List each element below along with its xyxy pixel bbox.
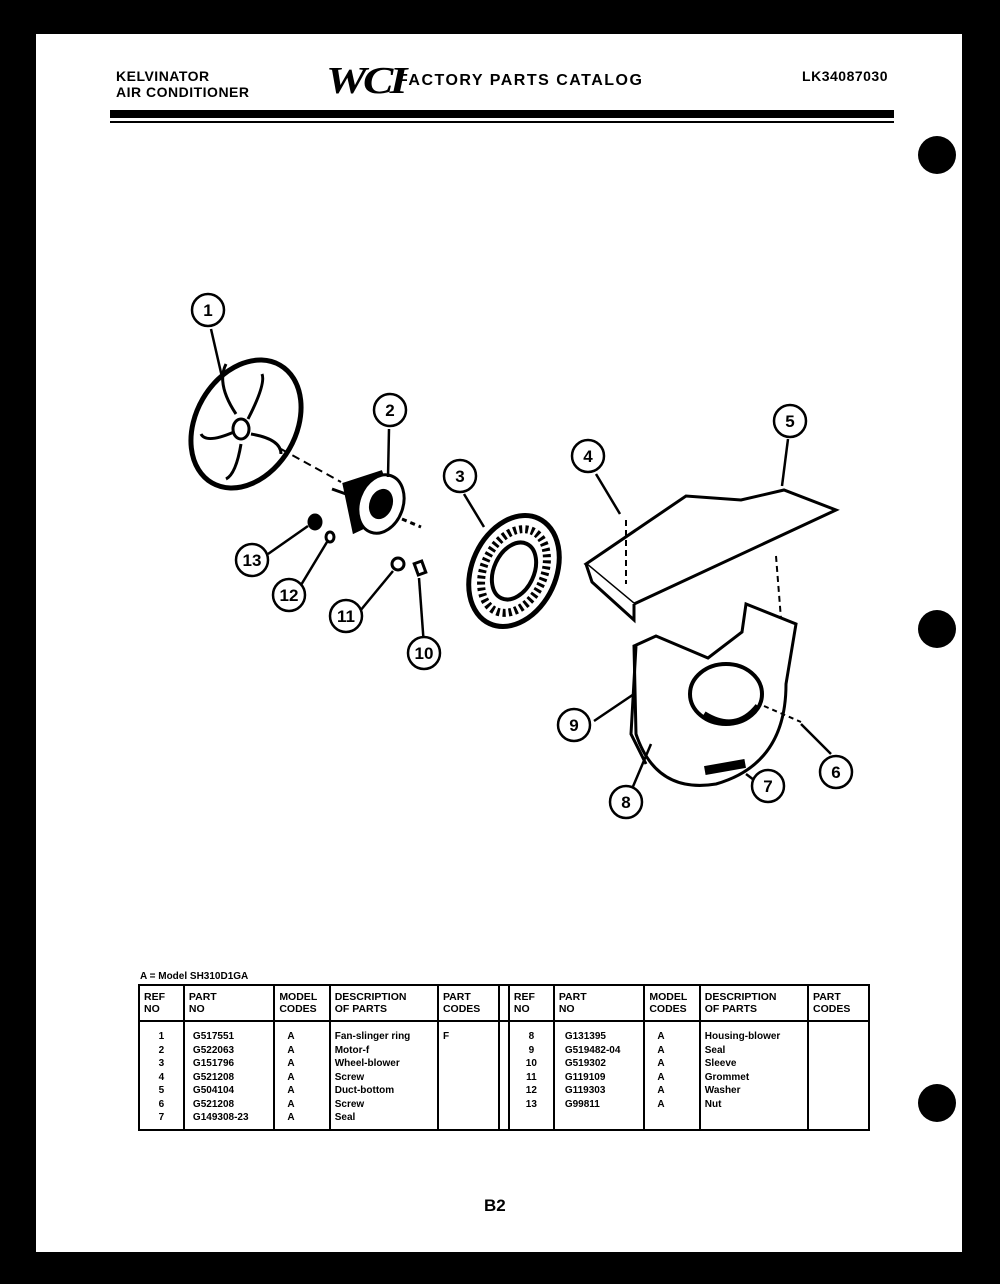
model-code-column: A A A A A A A: [274, 1021, 329, 1130]
callout-12: [273, 579, 305, 611]
callout-5: [774, 405, 806, 437]
table-body-row: [139, 1021, 869, 1130]
col-model-codes: MODEL CODES: [274, 985, 329, 1021]
callout-3: [444, 460, 476, 492]
col-description-2: DESCRIPTION OF PARTS: [700, 985, 808, 1021]
col-ref-no-2: REF NO: [509, 985, 554, 1021]
callout-label: 13: [242, 551, 262, 570]
callout-label: 11: [337, 607, 355, 626]
ref-column: 1 2 3 4 5 6 7: [139, 1021, 184, 1130]
brand-name: KELVINATOR: [116, 68, 210, 84]
callout-label: 10: [414, 644, 434, 663]
binder-hole-top: [918, 136, 956, 174]
callout-8: [610, 786, 642, 818]
callout-label: 12: [279, 586, 299, 605]
callout-11: [330, 600, 362, 632]
motor-drawing: [332, 468, 421, 539]
part-number-column-2: G131395 G519482-04 G519302 G119109 G119303 G99811: [554, 1021, 645, 1130]
col-model-codes-2: MODEL CODES: [644, 985, 699, 1021]
exploded-parts-diagram: [36, 34, 962, 934]
description-column: Fan-slinger ring Motor-f Wheel-blower Screw Duct-bottom Screw Seal: [330, 1021, 438, 1130]
fan-slinger-ring-drawing: [169, 340, 324, 508]
blower-wheel-drawing: [451, 501, 576, 642]
callout-7: [752, 770, 784, 802]
callout-label: 2: [385, 401, 395, 420]
catalog-page: [36, 34, 962, 1252]
callout-label: 3: [455, 467, 465, 486]
part-number-column: G517551 G522063 G151796 G521208 G504104 G521208 G149308-23: [184, 1021, 274, 1130]
col-part-codes-2: PART CODES: [808, 985, 869, 1021]
callout-label: 7: [763, 777, 773, 796]
callout-1: [192, 294, 224, 326]
parts-table: [138, 984, 870, 1131]
col-part-codes: PART CODES: [438, 985, 499, 1021]
blower-housing-drawing: [631, 604, 801, 785]
document-number: LK34087030: [802, 68, 888, 84]
callout-label: 8: [621, 793, 631, 812]
product-type: AIR CONDITIONER: [116, 84, 250, 100]
callout-9: [558, 709, 590, 741]
part-codes-column: F: [438, 1021, 499, 1130]
model-code-column-2: A A A A A A: [644, 1021, 699, 1130]
part-codes-column-2: [808, 1021, 869, 1130]
col-description: DESCRIPTION OF PARTS: [330, 985, 438, 1021]
col-part-no-2: PART NO: [554, 985, 645, 1021]
model-note: A = Model SH310D1GA: [140, 971, 249, 982]
callout-10: [408, 637, 440, 669]
ref-column-2: 8 9 10 11 12 13: [509, 1021, 554, 1130]
callout-6: [820, 756, 852, 788]
callout-label: 9: [569, 716, 579, 735]
page-number: B2: [484, 1196, 506, 1215]
callout-label: 1: [203, 301, 213, 320]
catalog-title: FACTORY PARTS CATALOG: [398, 72, 644, 89]
binder-hole-middle: [918, 610, 956, 648]
col-ref-no: REF NO: [139, 985, 184, 1021]
callout-label: 6: [831, 763, 841, 782]
table-header-row: [139, 985, 869, 1021]
description-column-2: Housing-blower Seal Sleeve Grommet Washer Nut: [700, 1021, 808, 1130]
duct-bottom-drawing: [586, 490, 836, 620]
binder-hole-bottom: [918, 1084, 956, 1122]
callout-4: [572, 440, 604, 472]
callout-2: [374, 394, 406, 426]
col-part-no: PART NO: [184, 985, 274, 1021]
wci-logo: WCI: [326, 60, 404, 102]
callout-label: 5: [785, 412, 795, 431]
callout-label: 4: [583, 447, 593, 466]
callout-13: [236, 544, 268, 576]
